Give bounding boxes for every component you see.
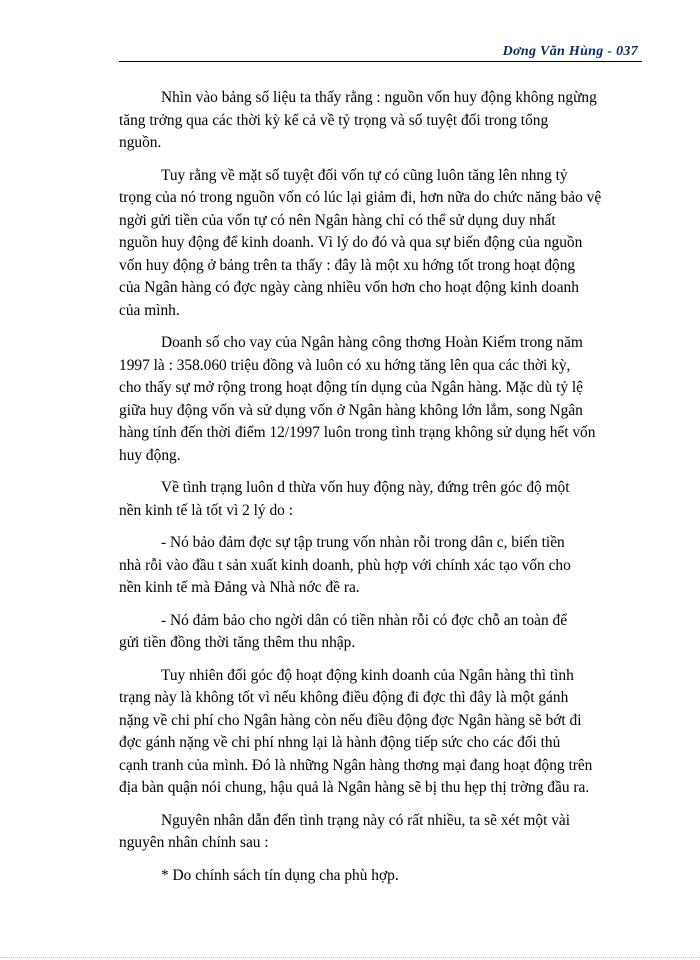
text-line: nền kinh tế là tốt vì 2 lý do :: [119, 501, 293, 519]
text-line: trọng của nó trong nguồn vốn có lúc lại giảm đi, hơn nữa do chức năng bảo vệ: [119, 189, 602, 206]
text-line: của mình.: [119, 301, 180, 319]
text-line: * Do chính sách tín dụng cha phù hợp.: [161, 866, 399, 884]
text-line: Nguyên nhân dẫn đến tình trạng này có rất nhiều, ta sẽ xét một vài: [161, 811, 571, 829]
paragraph-3: [119, 332, 644, 467]
text-line: trạng này là không tốt vì nếu không điều động đi đợc thì đây là một gánh: [119, 689, 569, 706]
text-line: nặng về chi phí cho Ngân hàng còn nếu điều động đợc Ngân hàng sẽ bớt đi: [119, 711, 582, 729]
document-body: [119, 87, 644, 897]
text-line: nền kinh tế mà Đảng và Nhà nớc đề ra.: [119, 579, 360, 596]
text-line: cạnh tranh của mình. Đó là những Ngân hàng thơng mại đang hoạt động trên: [119, 756, 593, 774]
text-line: địa bàn quận nói chung, hậu quả là Ngân hàng sẽ bị thu hẹp thị trờng đầu ra.: [119, 779, 590, 796]
paragraph-9: [119, 865, 644, 888]
text-line: - Nó đảm bảo cho ngời dân có tiền nhàn rỗi có đợc chỗ an toàn để: [161, 611, 568, 629]
text-line: vốn huy động ở bảng trên ta thấy : đây là một xu hớng tốt trong hoạt động: [119, 256, 576, 274]
header-rule: [119, 61, 642, 62]
text-line: của Ngân hàng có đợc ngày càng nhiều vốn hơn cho hoạt động kinh doanh: [119, 279, 579, 296]
text-line: ngời gửi tiền của vốn tự có nên Ngân hàng chỉ có thể sử dụng duy nhất: [119, 211, 556, 229]
text-line: Về tình trạng luôn d thừa vốn huy động này, đứng trên góc độ một: [161, 479, 570, 496]
text-line: Tuy rằng về mặt số tuyệt đối vốn tự có cũng luôn tăng lên nhng tỷ: [161, 166, 568, 184]
paragraph-7: [119, 665, 644, 800]
text-line: Tuy nhiên đối góc độ hoạt động kinh doanh của Ngân hàng thì tình: [161, 666, 574, 684]
text-line: tăng trởng qua các thời kỳ kể cả về tỷ trọng và số tuyệt đối trong tổng: [119, 111, 549, 129]
text-line: nguồn.: [119, 134, 162, 151]
text-line: - Nó bảo đảm đợc sự tập trung vốn nhàn rỗi trong dân c, biến tiền: [161, 534, 565, 551]
text-line: giữa huy động vốn và sử dụng vốn ở Ngân hàng không lớn lắm, song Ngân: [119, 401, 583, 419]
text-line: Nhìn vào bảng số liệu ta thấy rằng : nguồn vốn huy động không ngừng: [161, 89, 597, 106]
page-header-author: Dơng Văn Hùng - 037: [502, 44, 638, 59]
paragraph-5: [119, 532, 644, 600]
paragraph-1: [119, 87, 644, 155]
text-line: nguyên nhân chính sau :: [119, 834, 269, 851]
text-line: gửi tiền đồng thời tăng thêm thu nhập.: [119, 634, 356, 651]
paragraph-6: [119, 610, 644, 655]
text-line: Doanh số cho vay của Ngân hàng công thơng Hoàn Kiếm trong năm: [161, 334, 583, 351]
paragraph-8: [119, 810, 644, 855]
footer-dotted-rule: [0, 957, 700, 958]
text-line: nhà rỗi vào đầu t sản xuất kinh doanh, phù hợp với chính xác tạo vốn cho: [119, 556, 571, 574]
text-line: nguồn huy động để kinh doanh. Vì lý do đó và qua sự biến động của nguồn: [119, 234, 583, 251]
text-line: cho thấy sự mở rộng trong hoạt động tín dụng của Ngân hàng. Mặc dù tỷ lệ: [119, 379, 584, 396]
paragraph-4: [119, 477, 644, 522]
text-line: 1997 là : 358.060 triệu đồng và luôn có xu hớng tăng lên qua các thời kỳ,: [119, 356, 571, 374]
text-line: huy động.: [119, 446, 181, 464]
text-line: hàng tính đến thời điểm 12/1997 luôn trong tình trạng không sử dụng hết vốn: [119, 424, 596, 441]
text-line: đợc gánh nặng về chi phí nhng lại là hành động tiếp sức cho các đối thủ: [119, 734, 561, 751]
paragraph-2: [119, 165, 644, 323]
